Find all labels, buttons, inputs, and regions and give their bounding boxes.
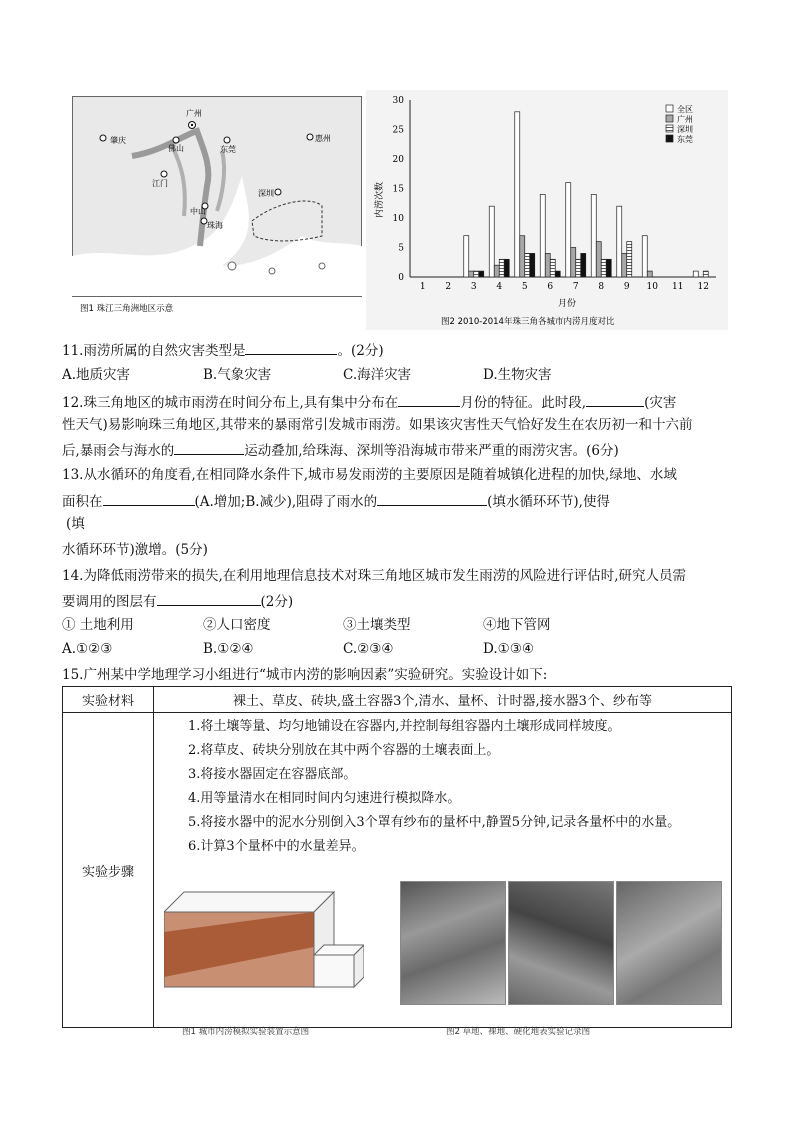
q13-blank-area[interactable] bbox=[103, 491, 195, 506]
bar-全区-9 bbox=[617, 206, 622, 277]
legend-swatch bbox=[666, 105, 673, 112]
q13-line-3: (填 bbox=[66, 516, 85, 532]
legend-label: 广州 bbox=[677, 115, 693, 124]
y-tick-label: 10 bbox=[392, 214, 404, 224]
step-1: 1.将土壤等量、均匀地铺设在容器内,并控制每组容器内土壤形成同样坡度。 bbox=[188, 719, 621, 734]
x-tick-label: 2 bbox=[445, 282, 452, 292]
q12-text-b: 月份的特征。此时段, bbox=[460, 395, 587, 411]
q13-blank-infiltration[interactable] bbox=[377, 491, 487, 506]
photos-caption: 图2 草地、裸地、硬化地表实验记录图 bbox=[446, 1027, 591, 1037]
q12-blank-tide[interactable] bbox=[174, 440, 244, 455]
q12-blank-months[interactable] bbox=[398, 392, 460, 407]
bar-东莞-4 bbox=[504, 259, 509, 277]
y-tick-label: 5 bbox=[398, 243, 404, 254]
bar-全区-12 bbox=[693, 271, 698, 277]
bar-深圳-7 bbox=[576, 259, 581, 277]
y-axis-label: 内涝次数 bbox=[375, 181, 385, 219]
bar-深圳-6 bbox=[550, 259, 555, 277]
x-tick-label: 7 bbox=[572, 282, 579, 292]
materials-row bbox=[63, 687, 732, 713]
legend-swatch bbox=[666, 125, 673, 132]
bar-东莞-7 bbox=[581, 253, 586, 277]
materials-label: 实验材料 bbox=[63, 687, 154, 713]
x-tick-label: 12 bbox=[697, 282, 709, 292]
figure-2-chart bbox=[366, 90, 728, 330]
step-2: 2.将草皮、砖块分别放在其中两个容器的土壤表面上。 bbox=[188, 743, 500, 758]
step-5: 5.将接水器中的泥水分别倒入3个罩有纱布的量杯中,静置5分钟,记录各量杯中的水量。 bbox=[188, 815, 681, 830]
x-tick-label: 5 bbox=[521, 282, 528, 292]
map-label-zhuhai: 珠海 bbox=[207, 221, 223, 230]
bar-广州-6 bbox=[545, 253, 550, 277]
q14-option-a: A.①②③ bbox=[62, 641, 113, 657]
q15-intro: 15.广州某中学地理学习小组进行“城市内涝的影响因素”实验研究。实验设计如下: bbox=[62, 667, 548, 683]
bar-深圳-5 bbox=[525, 253, 530, 277]
step-3: 3.将接水器固定在容器底部。 bbox=[188, 767, 357, 782]
q14-item-3: ③土壤类型 bbox=[343, 617, 411, 633]
bar-广州-5 bbox=[520, 236, 525, 277]
bar-深圳-9 bbox=[627, 242, 632, 277]
x-tick-label: 11 bbox=[672, 282, 684, 292]
legend-label: 东莞 bbox=[677, 135, 693, 144]
q11-text-b: 。(2分) bbox=[337, 343, 384, 359]
map-label-zhongshan: 中山 bbox=[190, 207, 206, 216]
figure-2-caption: 图2 2010-2014年珠三角各城市内涝月度对比 bbox=[441, 317, 615, 327]
map-label-shenzhen: 深圳 bbox=[258, 189, 274, 198]
x-tick-label: 8 bbox=[598, 282, 605, 292]
photo-grassland bbox=[400, 881, 506, 1005]
legend-label: 全区 bbox=[677, 105, 693, 114]
q11-option-d: D.生物灾害 bbox=[483, 367, 552, 383]
q14-option-c: C.②③④ bbox=[343, 641, 394, 657]
bar-chart bbox=[366, 90, 728, 330]
q12-text-a: 12.珠三角地区的城市雨涝在时间分布上,具有集中分布在 bbox=[62, 395, 399, 411]
q14-text-b: (2分) bbox=[260, 594, 294, 610]
q14-option-d: D.①③④ bbox=[483, 641, 534, 657]
y-tick-label: 15 bbox=[392, 184, 404, 195]
legend-label: 深圳 bbox=[677, 125, 693, 134]
legend-swatch bbox=[666, 115, 673, 122]
map-label-dongguan: 东莞 bbox=[220, 145, 236, 154]
q12-blank-weather[interactable] bbox=[586, 392, 644, 407]
y-tick-label: 20 bbox=[392, 155, 404, 165]
q12-line-2: 性天气)易影响珠三角地区,其带来的暴雨常引发城市雨涝。如果该灾害性天气恰好发生在农历初一和十六前 bbox=[62, 417, 693, 433]
q12-line-3 bbox=[62, 440, 619, 460]
q13-text-c: (填水循环环节),使得 bbox=[487, 494, 610, 510]
bar-全区-4 bbox=[489, 206, 494, 277]
legend-swatch bbox=[666, 135, 673, 142]
bar-广州-3 bbox=[469, 271, 474, 277]
q12-text-e: 运动叠加,给珠海、深圳等沿海城市带来严重的雨涝灾害。(6分) bbox=[244, 443, 619, 459]
apparatus-caption: 图1 城市内涝模拟实验装置示意图 bbox=[182, 1027, 310, 1037]
y-tick-label: 0 bbox=[398, 273, 404, 283]
map-label-guangzhou: 广州 bbox=[186, 109, 202, 118]
q14-option-b: B.①②④ bbox=[203, 641, 254, 657]
q14-answer-blank[interactable] bbox=[157, 591, 261, 606]
q13-line-4: 水循环环节)激增。(5分) bbox=[62, 542, 208, 558]
bar-广州-4 bbox=[494, 265, 499, 277]
x-tick-label: 3 bbox=[470, 282, 477, 292]
q14-item-1: ① 土地利用 bbox=[62, 617, 134, 633]
y-tick-label: 30 bbox=[392, 96, 404, 106]
q14-line-2 bbox=[62, 591, 293, 611]
q12-line-1 bbox=[62, 392, 676, 412]
x-tick-label: 9 bbox=[623, 282, 630, 292]
x-tick-label: 10 bbox=[646, 282, 658, 292]
q14-line-1: 14.为降低雨涝带来的损失,在利用地理信息技术对珠三角地区城市发生雨涝的风险进行评估时,研究人员需 bbox=[62, 568, 687, 584]
step-6: 6.计算3个量杯中的水量差异。 bbox=[188, 839, 365, 854]
photo-bare-soil bbox=[508, 881, 614, 1005]
bar-东莞-8 bbox=[606, 259, 611, 277]
photo-hardened-surface bbox=[616, 881, 722, 1005]
steps-label: 实验步骤 bbox=[63, 713, 154, 1028]
bar-全区-6 bbox=[540, 194, 545, 277]
q12-text-c: (灾害 bbox=[644, 395, 677, 411]
x-tick-label: 1 bbox=[419, 282, 426, 292]
q11-text-a: 11.雨涝所属的自然灾害类型是 bbox=[62, 343, 246, 359]
q13-text-a: 面积在 bbox=[62, 494, 103, 510]
materials-content: 裸土、草皮、砖块,盛土容器3个,清水、量杯、计时器,接水器3个、纱布等 bbox=[154, 687, 732, 713]
bar-深圳-8 bbox=[601, 259, 606, 277]
q11-answer-blank[interactable] bbox=[245, 340, 337, 355]
x-tick-label: 4 bbox=[496, 282, 503, 292]
bar-深圳-3 bbox=[474, 271, 479, 277]
y-tick-label: 25 bbox=[392, 125, 404, 136]
x-axis-label: 月份 bbox=[557, 299, 577, 309]
experiment-table bbox=[62, 686, 732, 1037]
steps-content bbox=[154, 713, 732, 1037]
bar-广州-9 bbox=[622, 253, 627, 277]
bar-全区-10 bbox=[642, 236, 647, 277]
bar-全区-7 bbox=[566, 183, 571, 277]
figure-1-caption: 图1 珠江三角洲地区示意 bbox=[80, 304, 174, 314]
q13-line-1: 13.从水循环的角度看,在相同降水条件下,城市易发雨涝的主要原因是随着城镇化进程的加快,绿地、水域 bbox=[62, 467, 677, 483]
steps-row bbox=[63, 713, 732, 1028]
bar-全区-3 bbox=[464, 236, 469, 277]
map-label-foshan: 佛山 bbox=[168, 144, 184, 153]
step-4: 4.用等量清水在相同时间内匀速进行模拟降水。 bbox=[188, 791, 461, 806]
bar-深圳-12 bbox=[703, 271, 708, 277]
bar-广州-8 bbox=[596, 242, 601, 277]
bar-全区-5 bbox=[515, 112, 520, 277]
q13-line-2 bbox=[62, 491, 610, 511]
map-label-huizhou: 惠州 bbox=[315, 134, 331, 143]
q11-option-a: A.地质灾害 bbox=[62, 367, 131, 383]
q11-option-c: C.海洋灾害 bbox=[343, 367, 412, 383]
x-tick-label: 6 bbox=[547, 282, 554, 292]
q14-item-2: ②人口密度 bbox=[203, 617, 271, 633]
bar-深圳-4 bbox=[499, 259, 504, 277]
q12-text-d: 后,暴雨会与海水的 bbox=[62, 443, 175, 459]
map-label-zhaoqing: 肇庆 bbox=[110, 136, 126, 145]
figure-1-map bbox=[72, 96, 362, 326]
apparatus-diagram bbox=[164, 887, 364, 1005]
q14-item-4: ④地下管网 bbox=[483, 617, 551, 633]
bar-广州-7 bbox=[571, 248, 576, 278]
bar-东莞-5 bbox=[530, 253, 535, 277]
bar-广州-10 bbox=[647, 271, 652, 277]
bar-全区-8 bbox=[591, 194, 596, 277]
bar-东莞-6 bbox=[555, 271, 560, 277]
q11-option-b: B.气象灾害 bbox=[203, 367, 272, 383]
bar-东莞-3 bbox=[479, 271, 484, 277]
map-drawing bbox=[72, 96, 362, 326]
map-label-jiangmen: 江门 bbox=[152, 179, 168, 188]
q13-text-b: (A.增加;B.减少),阻碍了雨水的 bbox=[194, 494, 378, 510]
steps-list bbox=[154, 713, 731, 859]
q11-stem bbox=[62, 340, 384, 360]
q14-text-a: 要调用的图层有 bbox=[62, 594, 157, 610]
